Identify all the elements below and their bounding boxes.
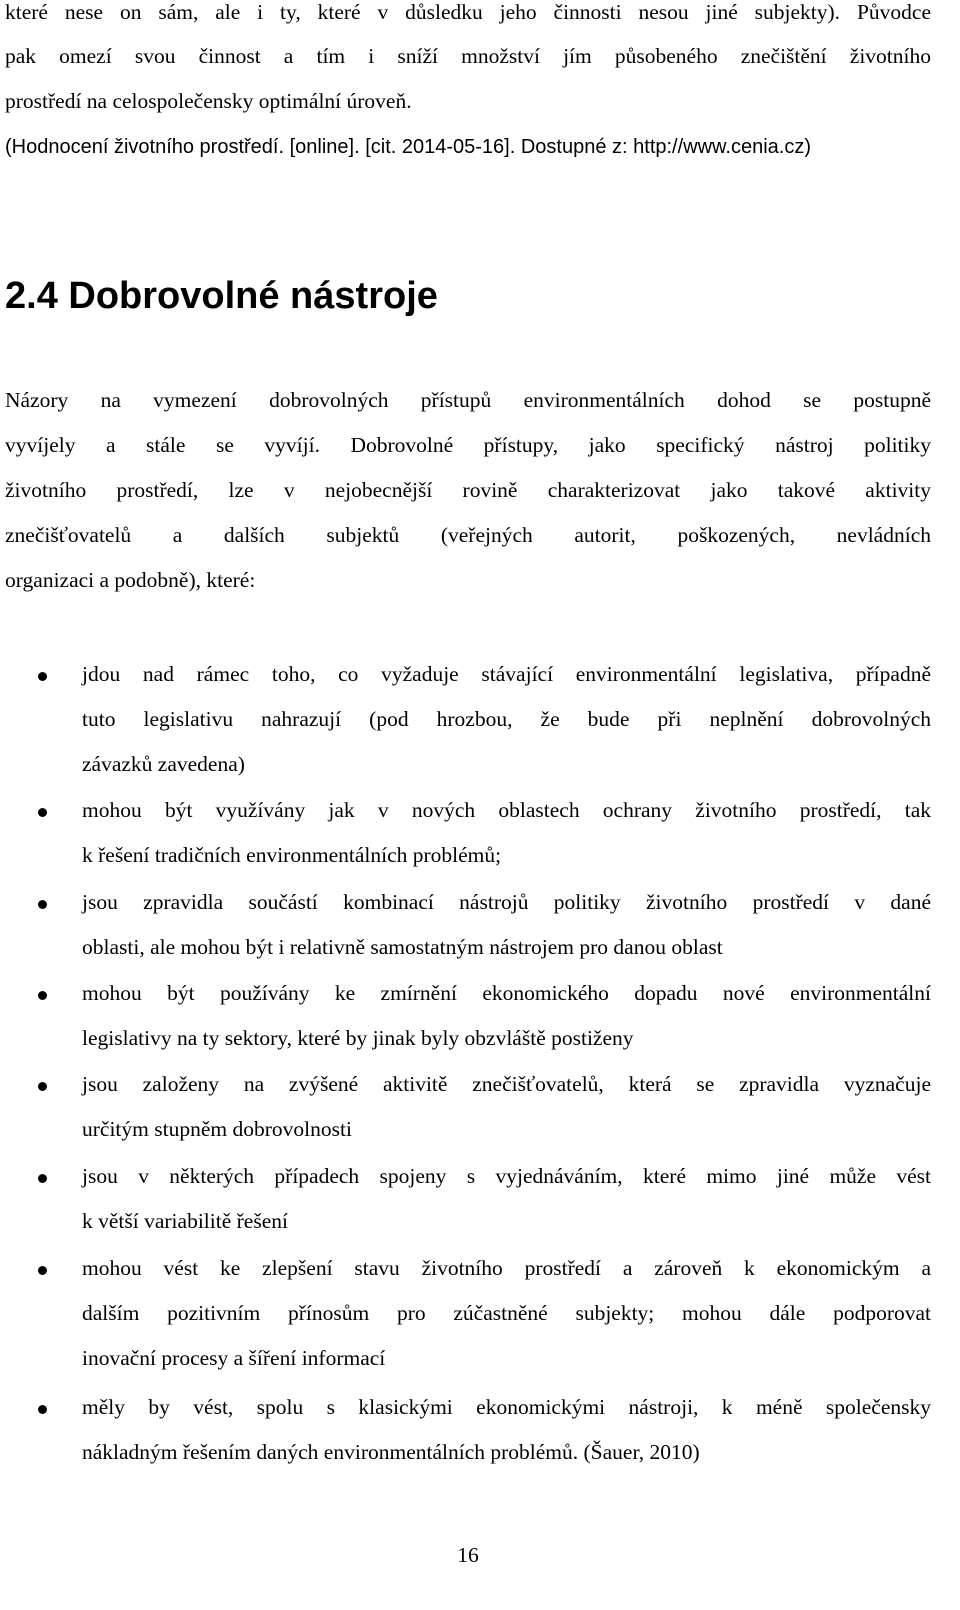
bullet-7-line-1: mohou vést ke zlepšení stavu životního prostředí a zároveň k ekonomickým a	[82, 1256, 931, 1280]
section-paragraph-line-1: Názory na vymezení dobrovolných přístupů environmentálních dohod se postupně	[5, 388, 931, 412]
citation: (Hodnocení životního prostředí. [online]. [cit. 2014-05-16]. Dostupné z: http://www.cenia.cz)	[5, 136, 811, 158]
top-paragraph-line-3: prostředí na celospolečensky optimální úroveň.	[5, 89, 412, 113]
bullet-1-line-3: závazků zavedena)	[82, 752, 245, 776]
page-number: 16	[457, 1543, 479, 1567]
bullet-4-line-2: legislativy na ty sektory, které by jinak byly obzvláště postiženy	[82, 1026, 634, 1050]
bullet-1-line-1: jdou nad rámec toho, co vyžaduje stávající environmentální legislativa, případně	[82, 662, 931, 686]
bullet-dot	[38, 1266, 47, 1275]
bullet-dot	[38, 672, 47, 681]
bullet-6-line-2: k větší variabilitě řešení	[82, 1209, 288, 1233]
bullet-7-line-3: inovační procesy a šíření informací	[82, 1346, 386, 1370]
top-paragraph-line-1: které nese on sám, ale i ty, které v důsledku jeho činnosti nesou jiné subjekty). Původce	[5, 0, 931, 24]
section-paragraph-line-2: vyvíjely a stále se vyvíjí. Dobrovolné přístupy, jako specifický nástroj politiky	[5, 433, 931, 457]
section-paragraph-line-3: životního prostředí, lze v nejobecnější rovině charakterizovat jako takové aktivity	[5, 478, 931, 502]
bullet-2-line-2: k řešení tradičních environmentálních problémů;	[82, 843, 502, 867]
bullet-6-line-1: jsou v některých případech spojeny s vyjednáváním, které mimo jiné může vést	[82, 1164, 931, 1188]
bullet-dot	[38, 808, 47, 817]
bullet-dot	[38, 1174, 47, 1183]
bullet-3-line-1: jsou zpravidla součástí kombinací nástrojů politiky životního prostředí v dané	[82, 890, 931, 914]
bullet-dot	[38, 1405, 47, 1414]
bullet-2-line-1: mohou být využívány jak v nových oblastech ochrany životního prostředí, tak	[82, 798, 931, 822]
bullet-7-line-2: dalším pozitivním přínosům pro zúčastněné subjekty; mohou dále podporovat	[82, 1301, 931, 1325]
bullet-dot	[38, 991, 47, 1000]
top-paragraph-line-2: pak omezí svou činnost a tím i sníží množství jím působeného znečištění životního	[5, 44, 931, 68]
section-heading: 2.4 Dobrovolné nástroje	[5, 275, 438, 317]
bullet-dot	[38, 900, 47, 909]
section-paragraph-line-5: organizaci a podobně), které:	[5, 568, 256, 592]
bullet-1-line-2: tuto legislativu nahrazují (pod hrozbou, že bude při neplnění dobrovolných	[82, 707, 931, 731]
bullet-5-line-2: určitým stupněm dobrovolnosti	[82, 1117, 352, 1141]
bullet-5-line-1: jsou založeny na zvýšené aktivitě znečišťovatelů, která se zpravidla vyznačuje	[82, 1072, 931, 1096]
bullet-8-line-2: nákladným řešením daných environmentálních problémů. (Šauer, 2010)	[82, 1440, 700, 1464]
section-paragraph-line-4: znečišťovatelů a dalších subjektů (veřejných autorit, poškozených, nevládních	[5, 523, 931, 547]
bullet-3-line-2: oblasti, ale mohou být i relativně samostatným nástrojem pro danou oblast	[82, 935, 723, 959]
bullet-4-line-1: mohou být používány ke zmírnění ekonomického dopadu nové environmentální	[82, 981, 931, 1005]
bullet-dot	[38, 1082, 47, 1091]
bullet-8-line-1: měly by vést, spolu s klasickými ekonomickými nástroji, k méně společensky	[82, 1395, 931, 1419]
